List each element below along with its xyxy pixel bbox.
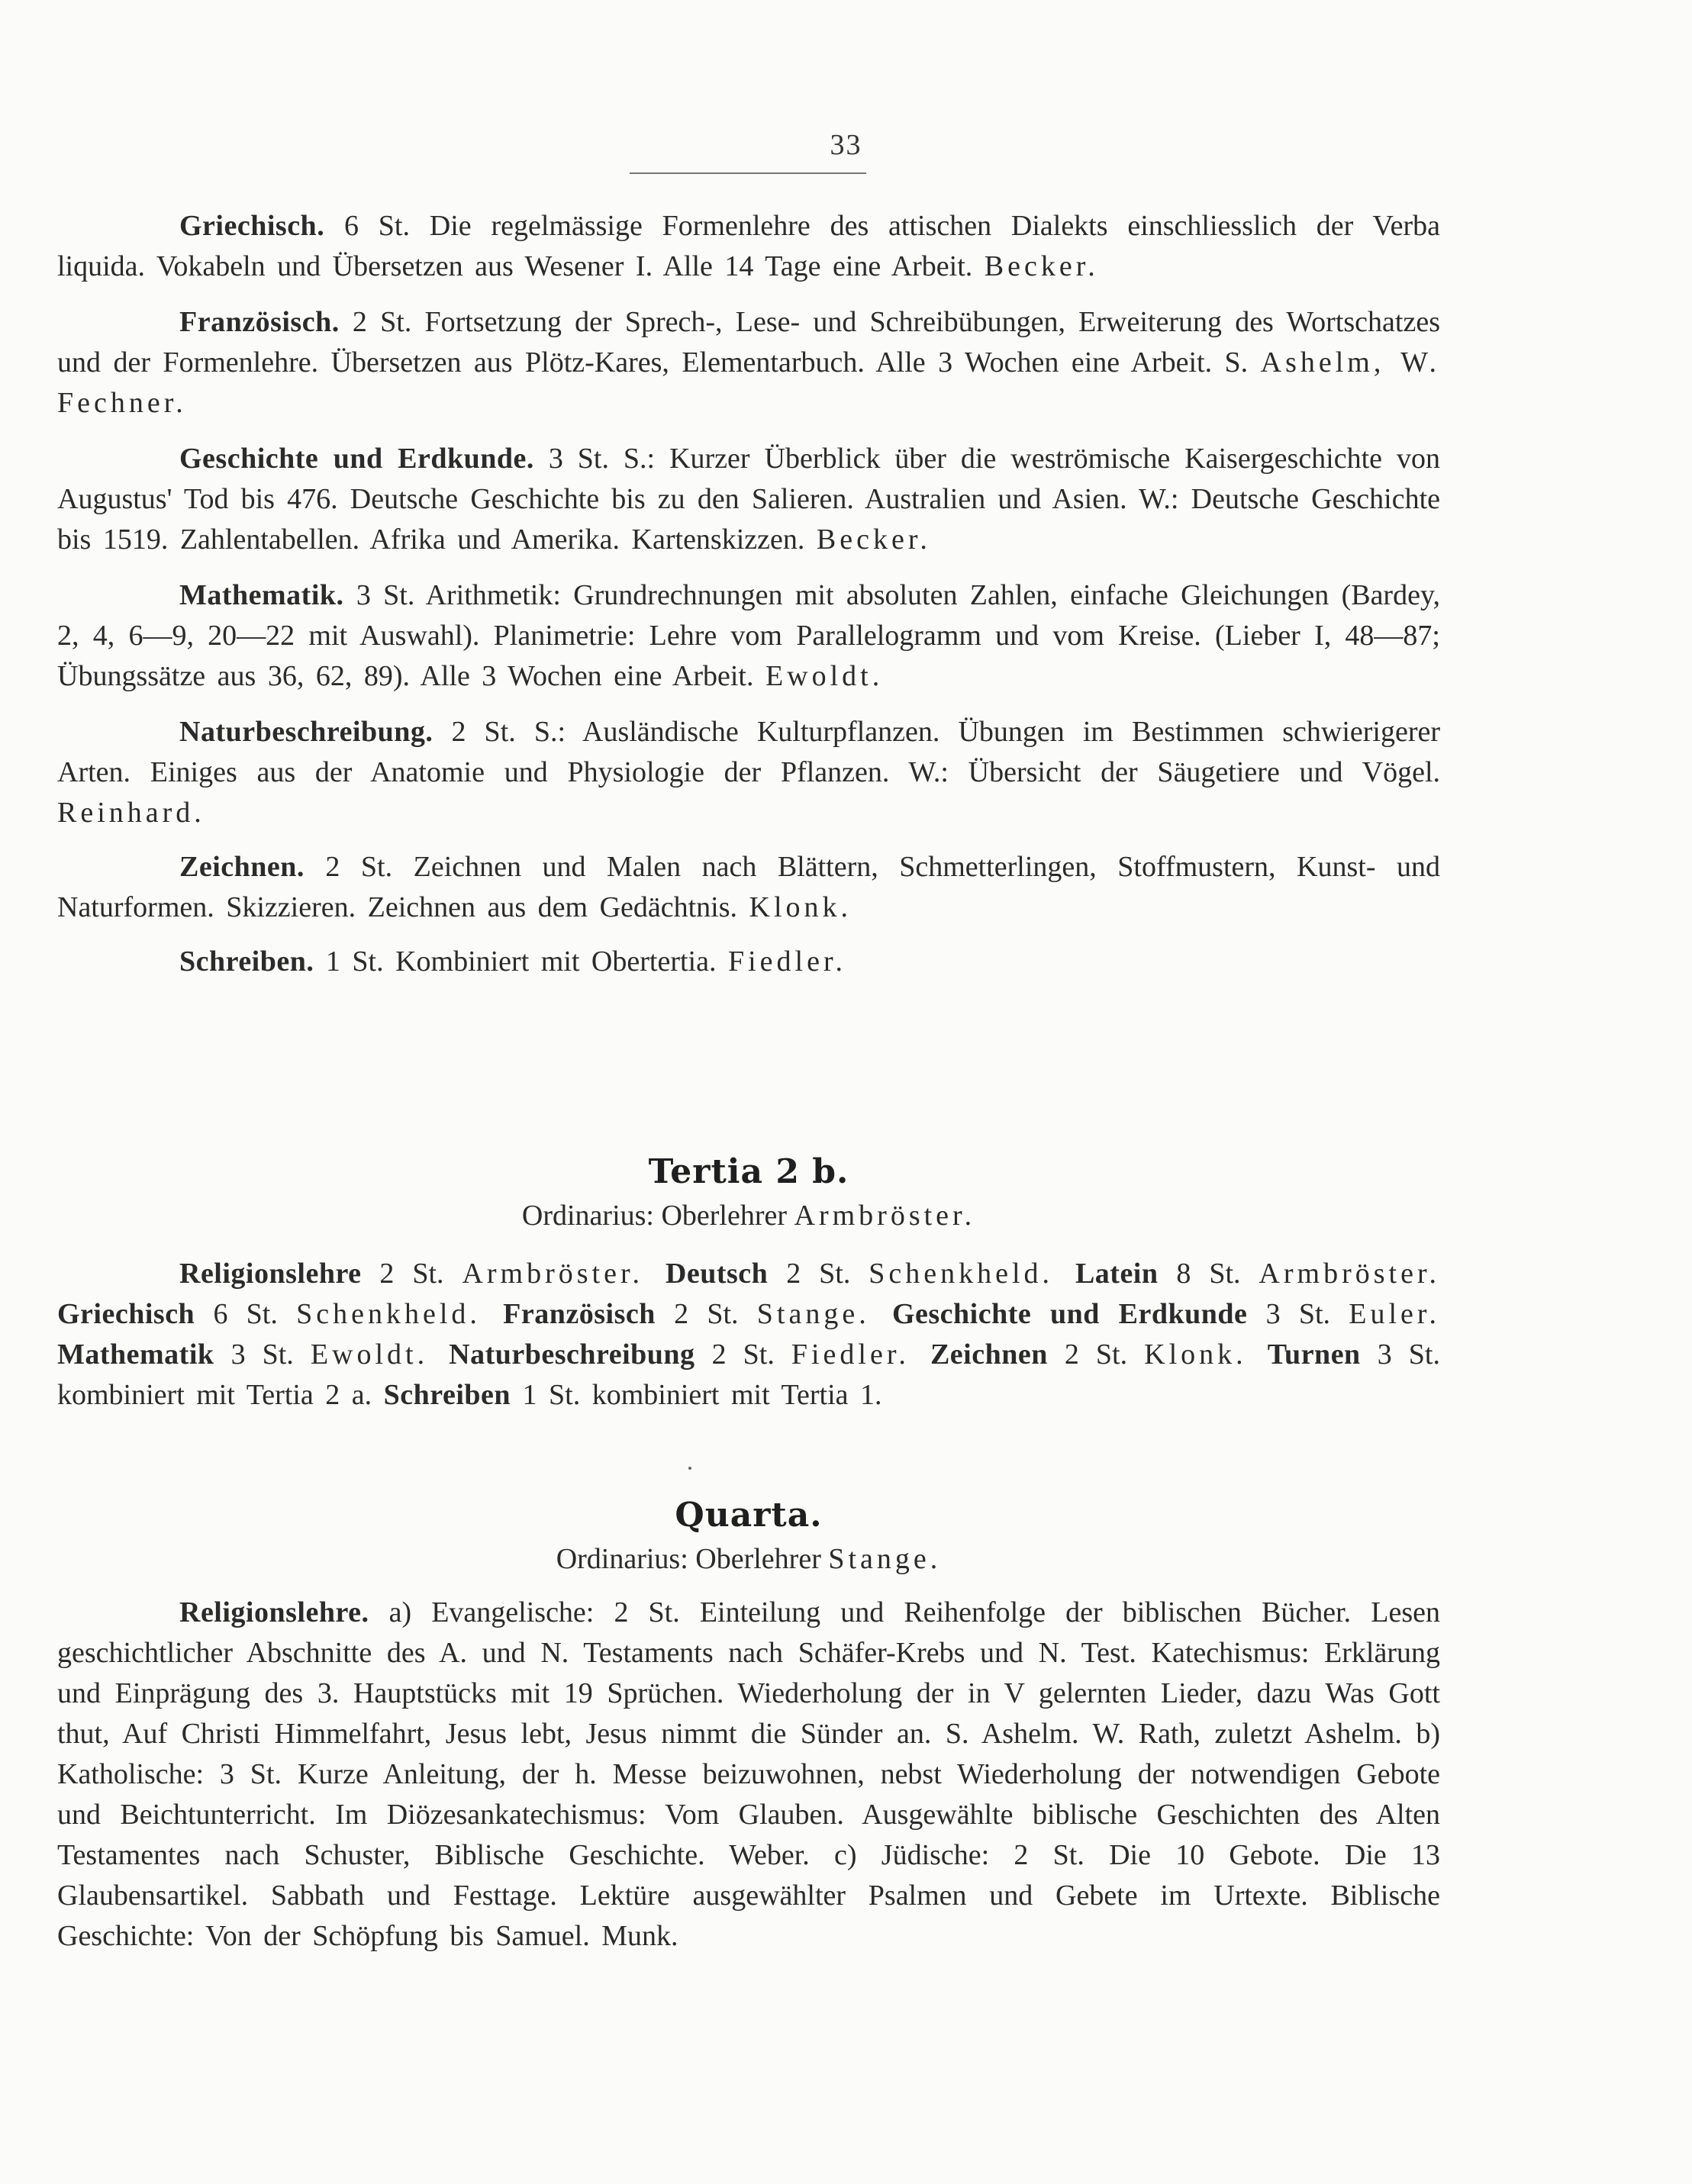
ordinarius-label: Ordinarius: Oberlehrer bbox=[556, 1543, 829, 1575]
subject-heading: Mathematik bbox=[57, 1338, 214, 1371]
subject-text: 2 St. bbox=[361, 1258, 462, 1290]
subject-text: 2 St. Fortsetzung der Sprech-, Lese- und Schreibübungen, Erweiterung des Wortschatzes und der Formenlehre. Übersetzen aus Plötz-Kares, Elementarbuch. Alle 3 Wochen eine Arbeit. S. bbox=[57, 306, 1440, 378]
teacher-name: Ewoldt. bbox=[310, 1338, 450, 1371]
subject-text: 2 St. bbox=[768, 1258, 869, 1290]
subject-heading: Schreiben bbox=[383, 1379, 511, 1411]
teacher-name: Fiedler. bbox=[727, 945, 847, 978]
subject-text: 6 St. bbox=[195, 1298, 297, 1330]
teacher-name: Becker. bbox=[816, 523, 931, 556]
subject-text: 3 St. bbox=[1247, 1298, 1349, 1330]
subject-text: 2 St. S.: Ausländische Kulturpflanzen. Übungen im Bestimmen schwierigerer Arten. Einiges aus der Anatomie und Physiologie der Pflanzen. W.: Übersicht der Säugetiere und Vögel. bbox=[57, 716, 1440, 788]
subject-heading: Französisch bbox=[503, 1298, 656, 1330]
subject-text: a) Evangelische: 2 St. Einteilung und Reihenfolge der biblischen Bücher. Lesen geschichtlicher Abschnitte des A. und N. Testaments nach Schäfer-Krebs und N. Test. Katechismus: Erklärung und Einprägung des 3. Hauptstücks mit 19 Sprüchen. Wiederholung der in V gelernten Lieder, dazu Was Gott thut, Auf Christi Himmelfahrt, Jesus lebt, Jesus nimmt die Sünder an. S. Ashelm. W. Rath, zuletzt Ashelm. b) Katholische: 3 St. Kurze Anleitung, der h. Messe beizuwohnen, nebst Wiederholung der notwendigen Gebote und Beichtunterricht. Im Diözesankatechismus: Vom Glauben. Ausgewählte biblische Geschichten des Alten Testamentes nach Schuster, Biblische Geschichte. Weber. c) Jüdische: 2 St. Die 10 Gebote. Die 13 Glaubensartikel. Sabbath und Festtage. Lektüre ausgewählter Psalmen und Gebete im Urtexte. Biblische Geschichte: Von der Schöpfung bis Samuel. Munk. bbox=[57, 1596, 1440, 1952]
subject-text: 8 St. bbox=[1158, 1258, 1259, 1290]
page-number: 33 bbox=[830, 129, 862, 161]
subject-text: 1 St. Kombiniert mit Obertertia. bbox=[314, 945, 728, 978]
upper-subjects bbox=[57, 206, 1440, 982]
subject-heading: Zeichnen. bbox=[179, 851, 305, 883]
subject-heading: Naturbeschreibung. bbox=[179, 716, 433, 748]
tertia-subjects bbox=[57, 1254, 1440, 1416]
quarta-section bbox=[57, 1496, 1440, 1957]
teacher-name: Klonk. bbox=[1144, 1338, 1268, 1371]
subject-heading: Geschichte und Erdkunde. bbox=[179, 443, 534, 475]
paragraph-schreiben bbox=[57, 942, 1440, 982]
subject-heading: Deutsch bbox=[665, 1258, 769, 1290]
subject-text: 2 St. bbox=[695, 1338, 791, 1371]
subject-heading: Turnen bbox=[1267, 1338, 1361, 1371]
section-title-quarta: Quarta. bbox=[675, 1496, 823, 1535]
subject-text: 3 St. S.: Kurzer Überblick über die weströmische Kaisergeschichte von Augustus' Tod bis 476. Deutsche Geschichte bis zu den Salieren. Australien und Asien. W.: Deutsche Geschichte bis 1519. Zahlentabellen. Afrika und Amerika. Kartenskizzen. bbox=[57, 443, 1440, 556]
teacher-name: Ewoldt. bbox=[765, 660, 884, 692]
teacher-name: Reinhard. bbox=[57, 797, 205, 829]
quarta-religion bbox=[57, 1593, 1440, 1957]
ordinarius-label: Ordinarius: Oberlehrer bbox=[521, 1200, 794, 1232]
teacher-name: Fiedler. bbox=[791, 1338, 930, 1371]
teacher-name: Armbröster. bbox=[462, 1258, 666, 1290]
subject-text: 6 St. Die regelmässige Formenlehre des attischen Dialekts einschliesslich der Verba liquida. Vokabeln und Übersetzen aus Wesener I. Alle 14 Tage eine Arbeit. bbox=[57, 210, 1440, 282]
header-rule bbox=[630, 172, 866, 174]
paragraph-zeichnen bbox=[57, 847, 1440, 928]
paragraph-franzoesisch bbox=[57, 302, 1440, 424]
subject-text: 1 St. kombiniert mit Tertia 1. bbox=[511, 1379, 882, 1411]
ordinarius-name: Stange. bbox=[828, 1543, 942, 1575]
paragraph-griechisch bbox=[57, 206, 1440, 287]
teacher-name: Becker. bbox=[984, 250, 1099, 282]
subject-text: 2 St. bbox=[655, 1298, 757, 1330]
subject-heading: Griechisch. bbox=[179, 210, 325, 242]
subject-text: 3 St. Arithmetik: Grundrechnungen mit absoluten Zahlen, einfache Gleichungen (Bardey, 2, 4, 6—9, 20—22 mit Auswahl). Planimetrie: Lehre vom Parallelogramm und vom Kreise. (Lieber I, 48—87; Übungssätze aus 36, 62, 89). Alle 3 Wochen eine Arbeit. bbox=[57, 579, 1440, 692]
teacher-name: Schenkheld. bbox=[869, 1258, 1075, 1290]
teacher-name: Armbröster. bbox=[1259, 1258, 1440, 1290]
paragraph-naturbeschreibung bbox=[57, 712, 1440, 833]
paragraph-geschichte bbox=[57, 439, 1440, 560]
subject-heading: Religionslehre. bbox=[179, 1596, 369, 1628]
teacher-name: Ashelm, W. Fechner. bbox=[57, 346, 1440, 419]
ordinarius-name: Armbröster. bbox=[794, 1200, 976, 1232]
subject-heading: Mathematik. bbox=[179, 579, 344, 611]
teacher-name: Stange. bbox=[756, 1298, 892, 1330]
teacher-name: Schenkheld. bbox=[296, 1298, 504, 1330]
tertia-ordinarius bbox=[57, 1199, 1440, 1232]
subject-heading: Geschichte und Erdkunde bbox=[891, 1298, 1248, 1330]
section-title-tertia: Tertia 2 b. bbox=[648, 1152, 849, 1191]
subject-heading: Zeichnen bbox=[930, 1338, 1048, 1371]
tertia-section bbox=[57, 1152, 1440, 1416]
subject-text: 2 St. bbox=[1047, 1338, 1145, 1371]
subject-text: 3 St. kombiniert mit Tertia 2 a. bbox=[57, 1338, 1440, 1411]
stray-dot bbox=[688, 1467, 691, 1470]
subject-heading: Naturbeschreibung bbox=[449, 1338, 695, 1371]
quarta-ordinarius bbox=[57, 1542, 1440, 1576]
teacher-name: Euler. bbox=[1349, 1298, 1440, 1330]
paragraph-mathematik bbox=[57, 575, 1440, 697]
teacher-name: Klonk. bbox=[749, 891, 852, 923]
subject-heading: Schreiben. bbox=[179, 945, 314, 978]
subject-heading: Religionslehre bbox=[179, 1258, 362, 1290]
subject-text: 3 St. bbox=[214, 1338, 311, 1371]
subject-heading: Griechisch bbox=[57, 1298, 195, 1330]
subject-text: 2 St. Zeichnen und Malen nach Blättern, Schmetterlingen, Stoffmustern, Kunst- und Naturformen. Skizzieren. Zeichnen aus dem Gedächtnis. bbox=[57, 851, 1440, 923]
subject-heading: Latein bbox=[1075, 1258, 1159, 1290]
subject-heading: Französisch. bbox=[179, 306, 340, 338]
